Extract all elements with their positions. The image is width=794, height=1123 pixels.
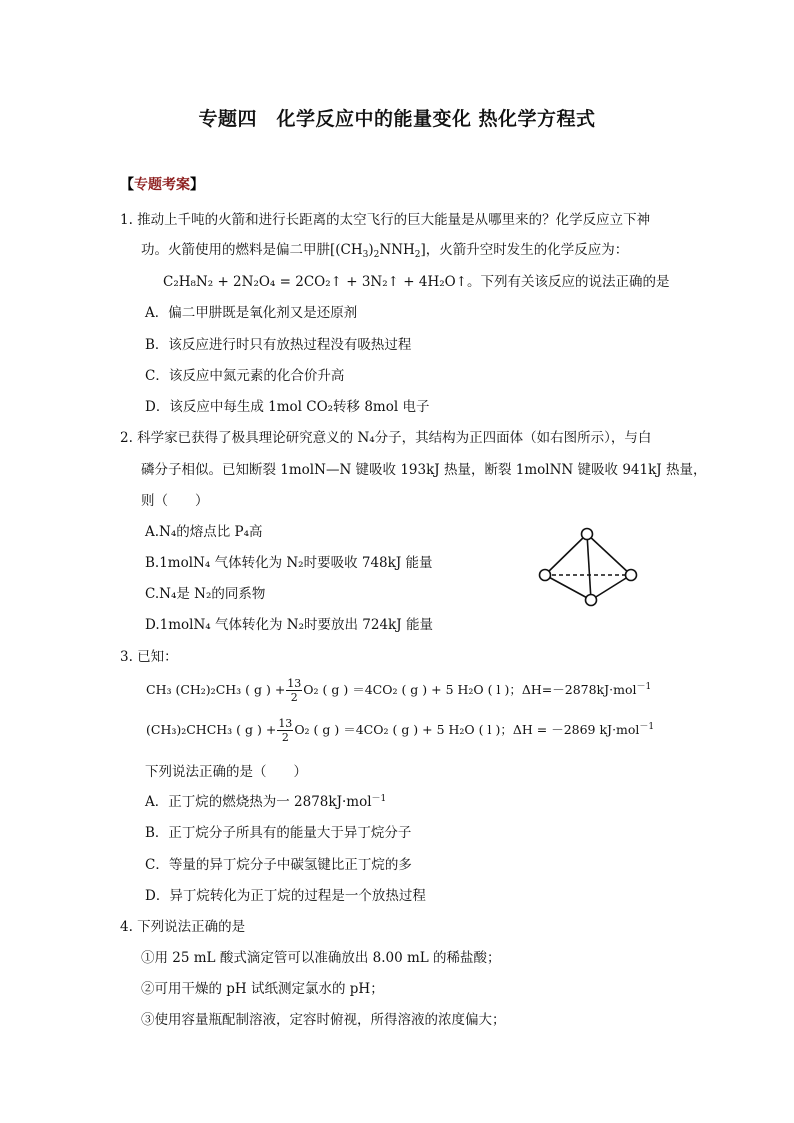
q1-option-b: B．该反应进行时只有放热过程没有吸热过程	[145, 337, 412, 353]
fraction-13-2: $\frac{13}{2}$	[278, 717, 293, 744]
section-label: 专题考案	[134, 177, 190, 193]
n4-tetrahedron-diagram	[530, 520, 650, 615]
q1-reaction-equation: C₂H₈N₂ + 2N₂O₄ = 2CO₂↑ + 3N₂↑ + 4H₂O↑。下列有关该反应的说法正确的是	[163, 274, 670, 290]
q2-option-c: C.N₄是 N₂的同系物	[145, 586, 266, 602]
q2-option-b: B.1molN₄ 气体转化为 N₂时要吸收 748kJ 能量	[145, 555, 433, 571]
q3-option-a: A．正丁烷的燃烧热为一 2878kJ·mol$^{-1}$	[145, 794, 387, 810]
q2-line2: 磷分子相似。已知断裂 1molN—N 键吸收 193kJ 热量，断裂 1molNN 键吸收 941kJ 热量，	[141, 462, 707, 478]
q1-line2: 功。火箭使用的燃料是偏二甲肼$[(CH_3)_2NNH_2]$，火箭升空时发生的化学反应为：	[141, 242, 629, 260]
q4-item-1: ①用 25 mL 酸式滴定管可以准确放出 8.00 mL 的稀盐酸；	[141, 950, 501, 966]
q3-equation-1: CH₃ (CH₂)₂CH₃ ( g ) + $\frac{13}{2}$ O₂ ( g ) ＝4CO₂ ( g ) + 5 H₂O ( l )；ΔH=－2878kJ·mol$^{-1}$	[146, 677, 652, 704]
q4-line1: 4. 下列说法正确的是	[120, 919, 246, 935]
q1-option-d: D．该反应中每生成 1mol CO₂转移 8mol 电子	[145, 399, 430, 415]
q3-line1: 3. 已知：	[120, 649, 178, 665]
q2-line1: 2. 科学家已获得了极具理论研究意义的 N₄分子，其结构为正四面体（如右图所示），与白	[120, 430, 652, 446]
q3-option-d: D．异丁烷转化为正丁烷的过程是一个放热过程	[145, 888, 426, 904]
q1-option-a: A．偏二甲肼既是氧化剂又是还原剂	[145, 305, 358, 321]
q3-question: 下列说法正确的是（ ）	[145, 764, 307, 780]
section-heading: 【专题考案】	[120, 177, 204, 193]
q2-option-a: A.N₄的熔点比 P₄高	[145, 524, 263, 540]
q3-option-c: C．等量的异丁烷分子中碳氢键比正丁烷的多	[145, 857, 412, 873]
q3-option-b: B．正丁烷分子所具有的能量大于异丁烷分子	[145, 825, 412, 841]
q2-option-d: D.1molN₄ 气体转化为 N₂时要放出 724kJ 能量	[145, 617, 433, 633]
q4-item-3: ③使用容量瓶配制溶液，定容时俯视，所得溶液的浓度偏大；	[141, 1012, 506, 1028]
q1-option-c: C．该反应中氮元素的化合价升高	[145, 368, 345, 384]
q3-equation-2: (CH₃)₂CHCH₃ ( g ) + $\frac{13}{2}$ O₂ ( g ) ＝4CO₂ ( g ) + 5 H₂O ( l )；ΔH = －2869 kJ·mol$^{-1}$	[146, 717, 655, 744]
q1-line1: 1. 推动上千吨的火箭和进行长距离的太空飞行的巨大能量是从哪里来的？化学反应立下神	[120, 212, 651, 228]
page-title: 专题四 化学反应中的能量变化 热化学方程式	[198, 108, 596, 130]
q4-item-2: ②可用干燥的 pH 试纸测定氯水的 pH；	[141, 981, 384, 997]
fraction-13-2: $\frac{13}{2}$	[287, 677, 302, 704]
q2-line3: 则（ ）	[141, 493, 209, 509]
